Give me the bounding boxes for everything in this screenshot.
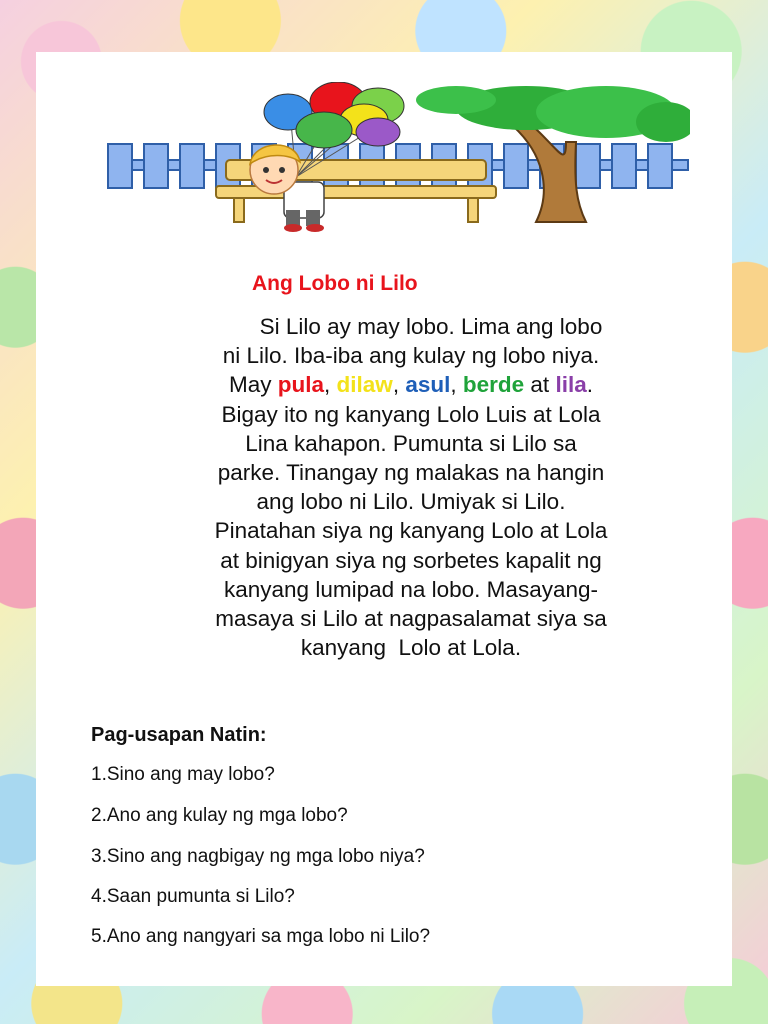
story-line: kanyang Lolo at Lola. bbox=[300, 635, 522, 661]
story-line: Pinatahan siya ng kanyang Lolo at Lola bbox=[214, 518, 608, 544]
question-item: 5.Ano ang nangyari sa mga lobo ni Lilo? bbox=[91, 926, 431, 947]
story-line: ang lobo ni Lilo. Umiyak si Lilo. bbox=[256, 489, 566, 515]
park-illustration bbox=[106, 82, 690, 232]
question-item: 3.Sino ang nagbigay ng mga lobo niya? bbox=[91, 846, 425, 867]
question-item: 1.Sino ang may lobo? bbox=[91, 764, 275, 785]
story-line: masaya si Lilo at nagpasalamat siya sa bbox=[215, 606, 607, 632]
story-line: at binigyan siya ng sorbetes kapalit ng bbox=[220, 547, 602, 573]
story-line-colors: May pula, dilaw, asul, berde at lila. bbox=[229, 372, 593, 398]
discussion-heading: Pag-usapan Natin: bbox=[91, 724, 267, 746]
color-word-berde: berde bbox=[462, 372, 525, 398]
story-title: Ang Lobo ni Lilo bbox=[252, 272, 418, 295]
story-line: parke. Tinangay ng malakas na hangin bbox=[217, 460, 605, 486]
story-line: Lina kahapon. Pumunta si Lilo sa bbox=[245, 430, 577, 456]
color-word-dilaw: dilaw bbox=[336, 372, 393, 398]
story-line: Bigay ito ng kanyang Lolo Luis at Lola bbox=[221, 401, 601, 427]
color-word-lila: lila bbox=[555, 372, 587, 398]
story-text bbox=[128, 312, 694, 662]
question-item: 2.Ano ang kulay ng mga lobo? bbox=[91, 805, 348, 826]
story-line: Si Lilo ay may lobo. Lima ang lobo bbox=[259, 314, 603, 339]
story-line: kanyang lumipad na lobo. Masayang- bbox=[224, 576, 598, 602]
story-line: ni Lilo. Iba-iba ang kulay ng lobo niya. bbox=[222, 343, 600, 369]
color-word-pula: pula bbox=[277, 372, 325, 398]
question-item: 4.Saan pumunta si Lilo? bbox=[91, 886, 295, 907]
color-word-asul: asul bbox=[405, 372, 451, 398]
